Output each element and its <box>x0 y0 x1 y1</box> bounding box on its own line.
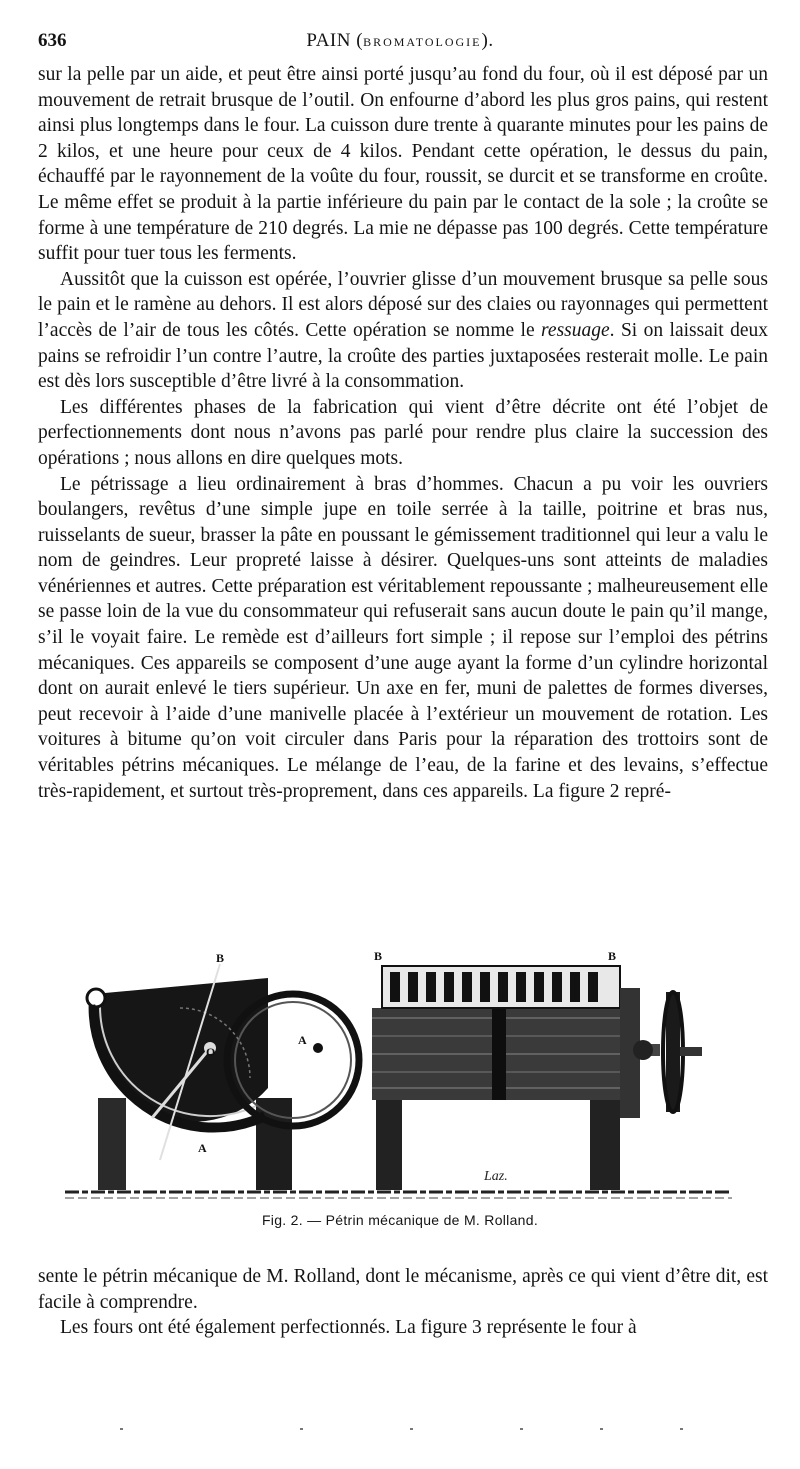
paragraph-fours: Les fours ont été également perfectionnés. La figure 3 représente le four à <box>60 1317 637 1339</box>
italic-term: ressuage <box>541 319 610 341</box>
front-view-drawing <box>372 949 702 1190</box>
paragraph-perfectionnements: Les différentes phases de la fabrication qui vient d’être décrite ont été l’objet de perfectionnements dont nous n’avons pas parlé pour rendre plus claire la succession des opérations ; nous allons en dire quelques mots. <box>38 396 768 469</box>
label-a-bottom: A <box>198 1141 207 1155</box>
petrin-illustration <box>60 948 740 1208</box>
running-head-end: ). <box>481 30 494 51</box>
paragraph-text: Aussitôt que la cuisson est opérée, l’ouvrier glisse d’un mouvement brusque sa pelle sous le pain et le ramène au dehors. Il est alors déposé sur des claies ou rayonnages qui permettent l’accès de l’air de tous les côtés. Cette opération se nomme le <box>38 268 768 341</box>
paragraph-continuation: sur la pelle par un aide, et peut être ainsi porté jusqu’au fond du four, où il est déposé par un mouvement de retrait brusque de l’outil. On enfourne d’abord les plus gros pains, qui restent ainsi plus longtemps dans le four. La cuisson dure trente à quarante minutes pour les pains de 2 kilos, et une heure pour ceux de 4 kilos. Pendant cette opération, le dessus du pain, échauffé par le rayonnement de la voûte du four, roussit, se durcit et se transforme en croûte. Le même effet se produit à la partie inférieure du pain par le contact de la sole ; la croûte se forme à une température de 210 degrés. La mie ne dépasse pas 100 degrés. Cette température suffit pour tuer tous les ferments. <box>38 64 768 265</box>
paragraph-rolland: sente le pétrin mécanique de M. Rolland, dont le mécanisme, après ce qui vient d’être dit, est facile à comprendre. <box>38 1266 768 1313</box>
running-head <box>38 30 762 52</box>
page-footer-marks <box>100 1428 700 1434</box>
label-o-center: O <box>206 1045 216 1059</box>
figure-caption: Fig. 2. — Pétrin mécanique de M. Rolland. <box>261 1212 539 1228</box>
paragraph-text: . Si on laissait deux pains se refroidir l’un contre l’autre, la croûte des parties juxtaposées resterait molle. Le pain est dès lors susceptible d’être livré à la consommation. <box>38 319 768 393</box>
label-b-bottom: B <box>174 1113 183 1127</box>
side-view-drawing <box>87 951 359 1190</box>
paragraph-petrissage: Le pétrissage a lieu ordinairement à bras d’hommes. Chacun a pu voir les ouvriers boulangers, revêtus d’une simple jupe en toile serrée à la taille, poitrine et bras nus, ruisselants de sueur, brasser la pâte en poussant le gémissement traditionnel qui leur a valu le nom de geindres. Leur propreté laisse à désirer. Quelques-uns sont atteints de maladies vénériennes et autres. Cette préparation est véritablement repoussante ; malheureusement elle se passe loin de la vue du consommateur qui refuserait sans aucun doute le pain qu’il mange, s’il le voyait faire. Le remède est d’ailleurs fort simple ; il repose sur l’emploi des pétrins mécaniques. Ces appareils se composent d’une auge ayant la forme d’un cylindre horizontal dont on aurait enlevé le tiers supérieur. Un axe en fer, muni de palettes de formes diverses, peut recevoir à l’aide d’une manivelle placée à l’extérieur un mouvement de rotation. Les voitures à bitume qu’on voit circuler dans Paris pour la réparation des trottoirs sont de véritables pétrins mécaniques. Le mélange de l’eau, de la farine et des levains, s’effectue très-rapidement, et surtout très-proprement, dans ces appareils. La figure 2 repré- <box>38 473 768 802</box>
running-head-subtitle: BROMATOLOGIE <box>363 35 482 49</box>
label-a-outer: A <box>90 1001 99 1015</box>
body-text-top <box>38 62 768 804</box>
page-header <box>38 30 762 54</box>
label-b-top: B <box>216 951 225 965</box>
running-head-main: PAIN ( <box>306 30 364 51</box>
label-a-right: A <box>298 1033 307 1047</box>
paragraph-ressuage <box>38 267 768 395</box>
engraver-signature: Laz. <box>484 1169 508 1184</box>
label-b-right: B <box>608 949 617 963</box>
body-text-bottom <box>38 1264 768 1341</box>
label-b-left: B <box>374 949 383 963</box>
page-number: 636 <box>38 30 67 51</box>
figure-petrin-mecanique <box>60 948 740 1208</box>
